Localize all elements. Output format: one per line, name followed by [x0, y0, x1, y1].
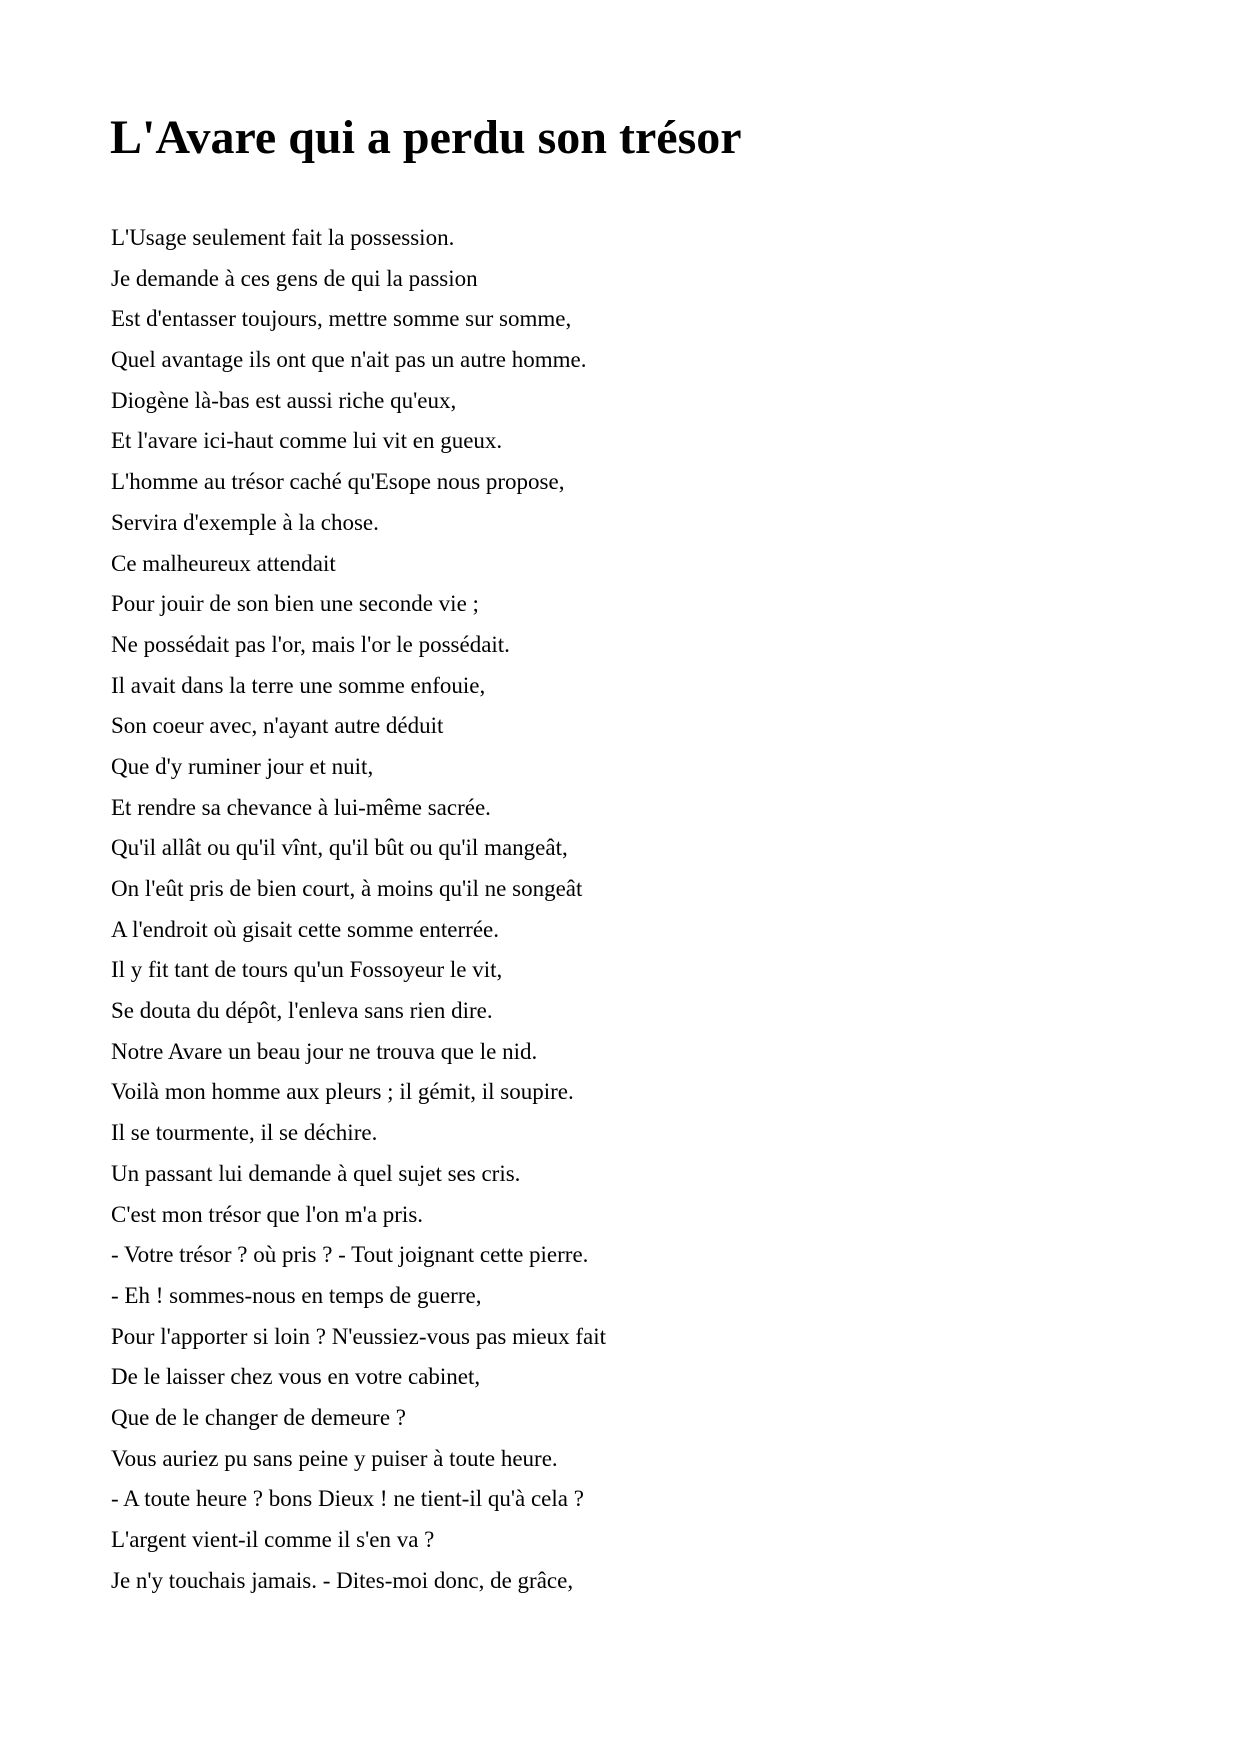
verse-line: Quel avantage ils ont que n'ait pas un autre homme.: [111, 347, 587, 373]
verse-line: Pour l'apporter si loin ? N'eussiez-vous pas mieux fait: [111, 1323, 607, 1349]
verse-line: Servira d'exemple à la chose.: [111, 509, 379, 535]
verse-line: L'homme au trésor caché qu'Esope nous propose,: [111, 469, 565, 495]
verse-line: - Votre trésor ? où pris ? - Tout joignant cette pierre.: [111, 1242, 589, 1268]
verse-line: Son coeur avec, n'ayant autre déduit: [111, 713, 444, 739]
verse-line: Qu'il allât ou qu'il vînt, qu'il bût ou qu'il mangeât,: [111, 835, 568, 861]
verse-line: On l'eût pris de bien court, à moins qu'il ne songeât: [111, 876, 583, 901]
verse-line: L'argent vient-il comme il s'en va ?: [111, 1527, 435, 1552]
verse-line: L'Usage seulement fait la possession.: [111, 225, 455, 250]
verse-line: Il se tourmente, il se déchire.: [111, 1120, 378, 1146]
verse-line: - Eh ! sommes-nous en temps de guerre,: [111, 1282, 482, 1308]
verse-line: Je demande à ces gens de qui la passion: [111, 265, 478, 291]
verse-line: A l'endroit où gisait cette somme enterrée.: [111, 916, 499, 942]
verse-line: De le laisser chez vous en votre cabinet,: [111, 1364, 481, 1390]
verse-line: Ce malheureux attendait: [111, 550, 336, 576]
poem-body: [111, 218, 606, 1601]
verse-line: C'est mon trésor que l'on m'a pris.: [111, 1201, 424, 1227]
verse-line: Vous auriez pu sans peine y puiser à toute heure.: [111, 1445, 558, 1471]
verse-line: Que de le changer de demeure ?: [111, 1404, 407, 1430]
verse-line: Il avait dans la terre une somme enfouie,: [111, 672, 486, 698]
verse-line: - A toute heure ? bons Dieux ! ne tient-il qu'à cela ?: [111, 1486, 584, 1512]
verse-line: Se douta du dépôt, l'enleva sans rien dire.: [111, 998, 493, 1024]
verse-line: Diogène là-bas est aussi riche qu'eux,: [111, 387, 457, 413]
verse-line: Que d'y ruminer jour et nuit,: [111, 753, 374, 779]
verse-line: Est d'entasser toujours, mettre somme sur somme,: [111, 306, 572, 332]
verse-line: Un passant lui demande à quel sujet ses cris.: [111, 1160, 521, 1186]
verse-line: Je n'y touchais jamais. - Dites-moi donc, de grâce,: [111, 1567, 574, 1593]
poem-title: L'Avare qui a perdu son trésor: [110, 111, 742, 164]
verse-line: Pour jouir de son bien une seconde vie ;: [111, 591, 479, 617]
verse-line: Et rendre sa chevance à lui-même sacrée.: [111, 794, 491, 820]
verse-line: Et l'avare ici-haut comme lui vit en gueux.: [111, 428, 503, 454]
verse-line: Notre Avare un beau jour ne trouva que le nid.: [111, 1038, 538, 1064]
verse-line: Voilà mon homme aux pleurs ; il gémit, il soupire.: [111, 1079, 574, 1105]
verse-line: Il y fit tant de tours qu'un Fossoyeur le vit,: [111, 957, 503, 983]
verse-line: Ne possédait pas l'or, mais l'or le possédait.: [111, 631, 510, 657]
